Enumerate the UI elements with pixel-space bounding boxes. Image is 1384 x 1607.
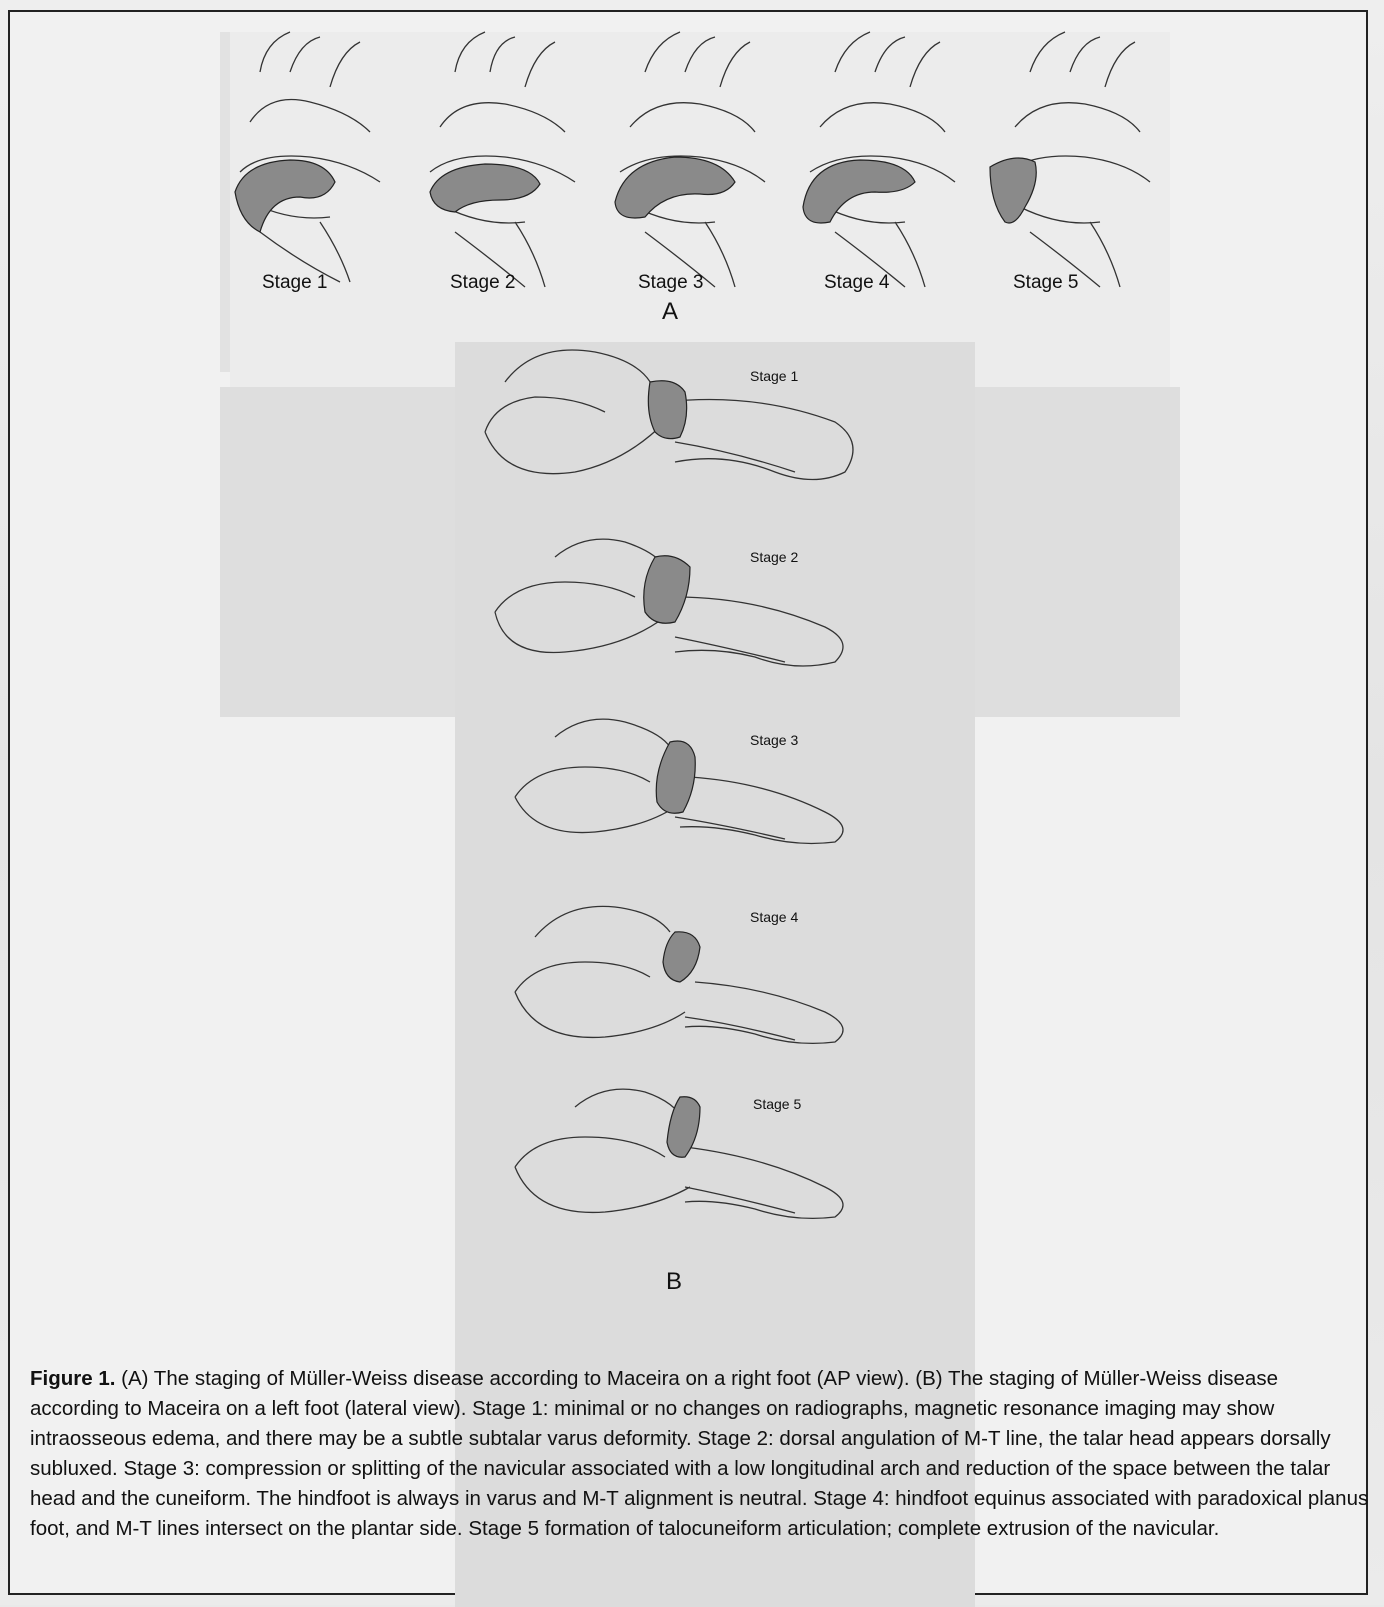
panel-b-stage-2-label: Stage 2 [750,549,799,565]
ap-foot-stage-1 [235,32,380,282]
ap-foot-stage-5 [990,32,1150,287]
ap-foot-stage-2 [430,32,575,287]
lateral-foot-stage-4 [515,906,843,1043]
panel-a [230,32,1170,387]
figure-caption-text: (A) The staging of Müller-Weiss disease according to Maceira on a right foot (AP view). (B) The staging of Müller-Weiss disease according to Maceira on a left foot (lateral view). Stage 1: minimal or no changes on radiographs, magnetic resonance imaging may show intraosseous edema, and there may be a subtle subtalar varus deformity. Stage 2: dorsal angulation of M-T line, the talar head appears dorsally subluxed. Stage 3: compression or splitting of the navicular associated with a low longitudinal arch and reduction of the space between the talar head and the cuneiform. The hindfoot is always in varus and M-T alignment is neutral. Stage 4: hindfoot equinus associated with paradoxical planus foot, and M-T lines intersect on the plantar side. Stage 5 formation of talocuneiform articulation; complete extrusion of the navicular. [30,1367,1369,1540]
figure-label: Figure 1. [30,1367,116,1390]
figure-caption [30,1364,1370,1544]
panel-a-stage-1-label: Stage 1 [262,272,328,293]
panel-b-stage-3-label: Stage 3 [750,732,799,748]
panel-a-stage-2-label: Stage 2 [450,272,516,293]
panel-b-illustrations [455,342,975,1362]
panel-a-stage-4-label: Stage 4 [824,272,890,293]
panel-a-stage-3-label: Stage 3 [638,272,704,293]
panel-a-letter: A [662,298,679,325]
ap-foot-stage-4 [803,32,955,287]
ap-foot-stage-3 [615,32,765,287]
panel-b-stage-4-label: Stage 4 [750,909,799,925]
panel-b-letter: B [666,1268,683,1295]
panel-b-stage-5-label: Stage 5 [753,1096,802,1112]
figure-frame [8,10,1368,1595]
panel-a-illustrations [230,32,1170,292]
panel-b-stage-1-label: Stage 1 [750,368,799,384]
panel-a-stage-5-label: Stage 5 [1013,272,1079,293]
